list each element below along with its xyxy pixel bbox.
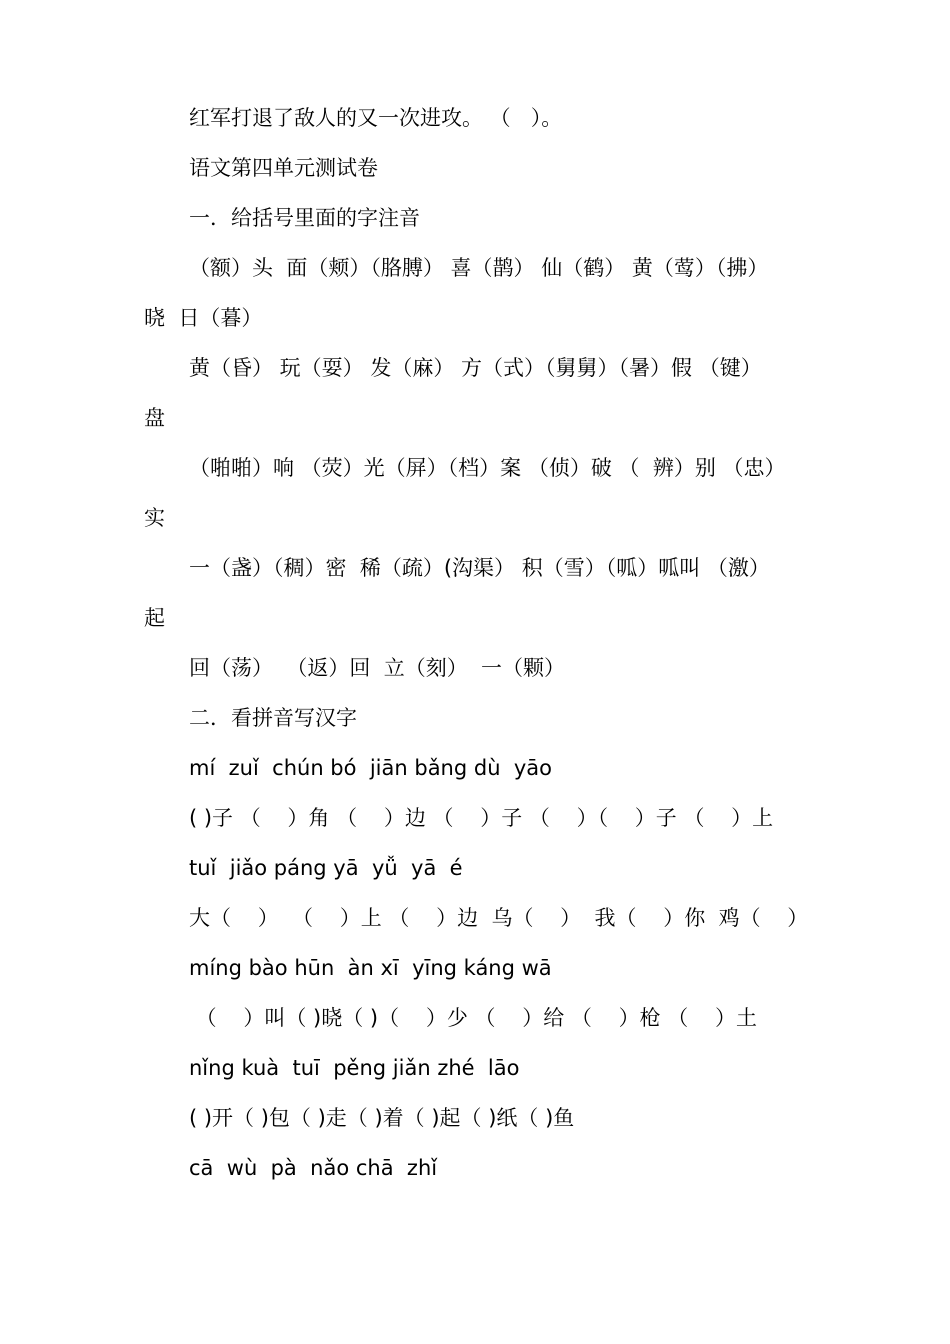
pronunciation-line-continued: 晓 日（暮） — [144, 306, 263, 330]
answer-blank-line: 大（ ） （ ）上 （ ）边 乌（ ） 我（ ）你 鸡（ ） — [189, 906, 809, 930]
sentence-line: 红军打退了敌人的又一次进攻。 （ ）。 — [189, 106, 563, 130]
pronunciation-line: 一（盏）（稠）密 稀（疏）(沟渠） 积（雪）（呱）呱叫 （激） — [189, 556, 770, 580]
pronunciation-line: 黄（昏） 玩（耍） 发（麻） 方（式）（舅舅）（暑）假 （键） — [189, 356, 762, 380]
pronunciation-line-continued: 起 — [144, 606, 165, 630]
pronunciation-line: （啪啪）响 （荧）光（屏）（档）案 （侦）破 （ 辨）别 （忠） — [189, 456, 786, 480]
section-heading-pronunciation: 一．给括号里面的字注音 — [189, 206, 420, 230]
pronunciation-line-continued: 实 — [144, 506, 165, 530]
test-title: 语文第四单元测试卷 — [189, 156, 378, 180]
answer-blank-line: ( )子 （ ）角 （ ）边 （ ）子 （ ）（ ）子 （ ）上 — [189, 806, 774, 830]
pinyin-line: míng bào hūn àn xī yīng káng wā — [189, 956, 552, 980]
pronunciation-line-continued: 盘 — [144, 406, 165, 430]
pinyin-line: tuǐ jiǎo páng yā yǚ yā é — [189, 856, 463, 880]
pronunciation-line: 回（荡） （返）回 立（刻） 一（颗） — [189, 656, 566, 680]
pinyin-line: nǐng kuà tuī pěng jiǎn zhé lāo — [189, 1056, 520, 1080]
pinyin-line: cā wù pà nǎo chā zhǐ — [189, 1156, 438, 1180]
answer-blank-line: （ ）叫（ )晓（ )（ ）少 （ ）给 （ ）枪 （ ）土 — [189, 1006, 757, 1030]
pinyin-line: mí zuǐ chún bó jiān bǎng dù yāo — [189, 756, 553, 780]
section-heading-pinyin: 二．看拼音写汉字 — [189, 706, 357, 730]
answer-blank-line: ( )开（ )包（ )走（ )着（ )起（ )纸（ )鱼 — [189, 1106, 575, 1130]
pronunciation-line: （额）头 面（颊）（胳膊） 喜（鹊） 仙（鹤） 黄（莺）（拂） — [189, 256, 769, 280]
